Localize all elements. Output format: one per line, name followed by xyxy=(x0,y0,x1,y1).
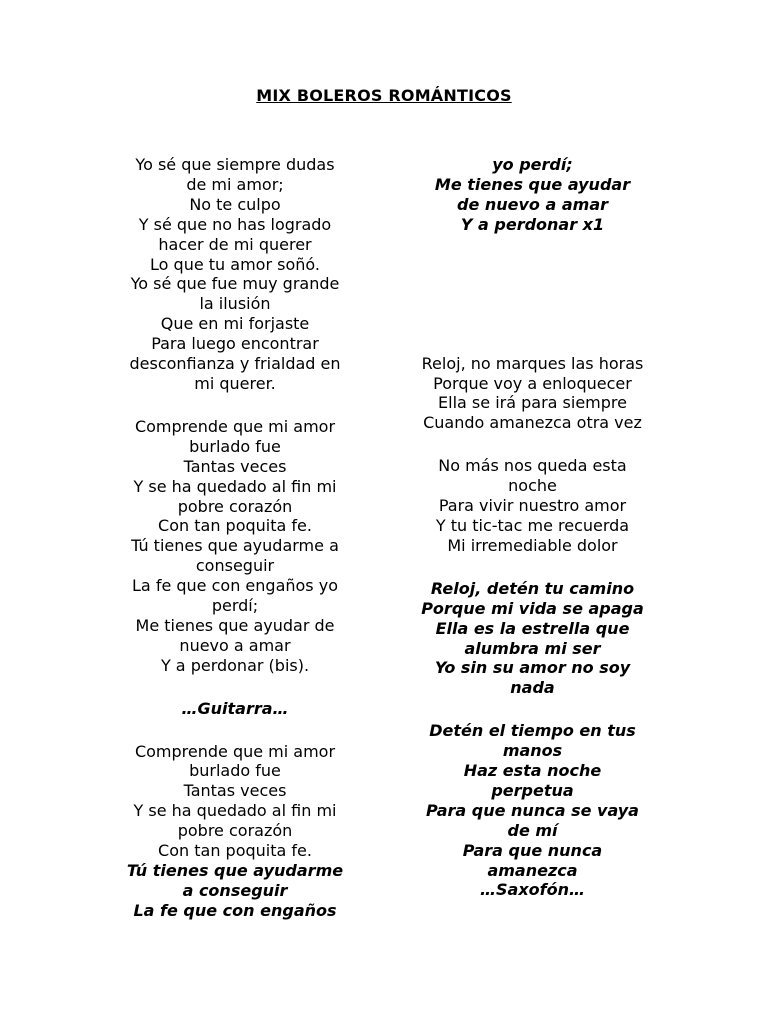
lyric-line: conseguir xyxy=(195,556,275,576)
lyric-line: No más nos queda esta xyxy=(438,456,627,476)
lyric-line-bold: perpetua xyxy=(491,780,574,800)
left-stanza-2 xyxy=(110,417,360,676)
lyric-line-bold: Detén el tiempo en tus xyxy=(429,721,636,741)
lyric-line: mi querer. xyxy=(194,373,276,393)
lyric-line: Yo sé que fue muy grande xyxy=(130,274,340,294)
lyric-line: Comprende que mi amor xyxy=(134,741,336,761)
lyric-line: nuevo a amar xyxy=(179,635,291,655)
lyric-line: Con tan poquita fe. xyxy=(158,841,312,861)
lyric-line-bold: amanezca xyxy=(487,860,578,880)
lyric-line: Que en mi forjaste xyxy=(160,314,310,334)
page-title: MIX BOLEROS ROMÁNTICOS xyxy=(256,86,512,105)
lyric-line: Cuando amanezca otra vez xyxy=(423,413,642,433)
lyric-line: Con tan poquita fe. xyxy=(158,516,312,536)
lyric-line-bold: Porque mi vida se apaga xyxy=(421,598,644,618)
left-stanza-1 xyxy=(110,155,360,394)
lyric-line-bold: Me tienes que ayudar xyxy=(434,174,631,194)
right-stanza-3 xyxy=(400,456,665,556)
lyric-line: Para vivir nuestro amor xyxy=(438,496,627,516)
left-interlude xyxy=(110,699,360,719)
lyric-line-bold: Ella es la estrella que xyxy=(435,618,630,638)
left-column xyxy=(110,155,360,921)
lyric-line: Lo que tu amor soñó. xyxy=(150,254,320,274)
right-stanza-2 xyxy=(400,354,665,434)
lyric-line: Ella se irá para siempre xyxy=(438,393,627,413)
lyric-line: Mi irremediable dolor xyxy=(447,535,618,555)
lyric-line: burlado fue xyxy=(189,761,281,781)
lyric-line: Y tu tic-tac me recuerda xyxy=(435,515,630,535)
lyric-line: Y se ha quedado al fin mi xyxy=(133,476,337,496)
lyric-line: la ilusión xyxy=(199,294,271,314)
lyric-line: desconfianza y frialdad en xyxy=(129,354,341,374)
lyric-line: Tantas veces xyxy=(183,456,287,476)
lyric-line: hacer de mi querer xyxy=(158,234,312,254)
lyric-line: Tú tienes que ayudarme a xyxy=(131,536,339,556)
lyric-line-bold: Tú tienes que ayudarme xyxy=(126,861,344,880)
lyric-line-bold: yo perdí; xyxy=(492,155,573,174)
lyric-line-bold: manos xyxy=(502,741,563,761)
lyric-line-bold: nada xyxy=(510,678,555,698)
lyric-line-bold: Yo sin su amor no soy xyxy=(434,658,631,678)
interlude-saxophone: …Saxofón… xyxy=(480,880,585,900)
lyric-line: Comprende que mi amor xyxy=(134,416,336,436)
left-stanza-3 xyxy=(110,742,360,921)
lyric-line-bold: Para que nunca xyxy=(462,840,603,860)
lyric-line: Porque voy a enloquecer xyxy=(433,373,632,393)
right-stanza-1 xyxy=(400,155,665,235)
lyric-line: de mi amor; xyxy=(186,174,284,194)
lyric-line-bold: a conseguir xyxy=(182,880,288,900)
lyric-line: Reloj, no marques las horas xyxy=(421,353,644,373)
lyric-line-bold: Haz esta noche xyxy=(463,761,602,781)
lyric-line-bold: La fe que con engaños xyxy=(133,900,337,920)
lyric-line: Para luego encontrar xyxy=(151,334,319,354)
lyric-line-bold: Para que nunca se vaya xyxy=(426,800,639,820)
lyric-line: Y se ha quedado al fin mi xyxy=(133,801,337,821)
lyric-line: pobre corazón xyxy=(177,496,293,516)
lyric-line: burlado fue xyxy=(189,436,281,456)
lyric-line-bold: alumbra mi ser xyxy=(464,638,601,658)
lyric-line-bold: Reloj, detén tu camino xyxy=(430,578,635,598)
lyric-line: pobre corazón xyxy=(177,821,293,841)
right-column xyxy=(400,155,665,900)
interlude-guitar: …Guitarra… xyxy=(181,698,289,718)
lyric-line: noche xyxy=(508,476,557,496)
lyric-line: Y a perdonar (bis). xyxy=(160,655,310,675)
lyric-line: perdí; xyxy=(211,596,259,616)
lyric-line-bold: de nuevo a amar xyxy=(456,194,609,214)
lyric-line: Me tienes que ayudar de xyxy=(135,615,335,635)
lyric-line: No te culpo xyxy=(189,194,281,214)
lyric-line: Yo sé que siempre dudas xyxy=(135,155,335,174)
right-stanza-5 xyxy=(400,721,665,900)
lyric-line-bold: Y a perdonar x1 xyxy=(460,214,605,234)
lyric-line: Y sé que no has logrado xyxy=(138,214,332,234)
lyric-line: La fe que con engaños yo xyxy=(132,576,338,596)
lyric-line: Tantas veces xyxy=(183,781,287,801)
right-stanza-4 xyxy=(400,579,665,698)
lyric-line-bold: de mí xyxy=(507,820,558,840)
